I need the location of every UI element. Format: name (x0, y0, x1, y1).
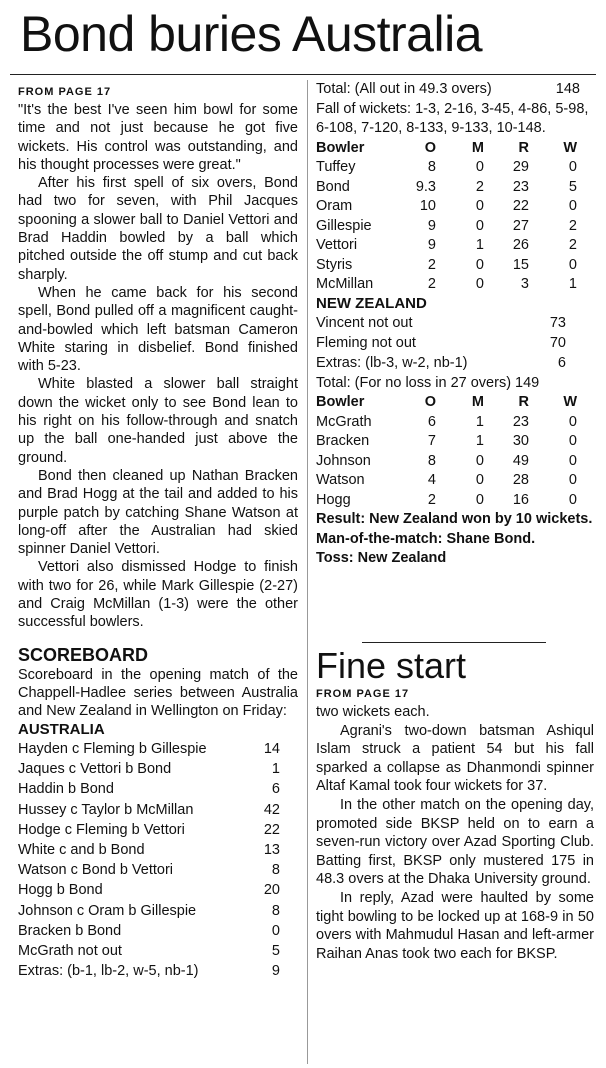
batsman-name: Hussey c Taylor b McMillan (18, 801, 194, 818)
bowling-figure: 0 (475, 472, 484, 489)
batsman-name: Watson c Bond b Vettori (18, 862, 174, 879)
bowling-figure: 2 (427, 276, 436, 292)
bowling-figure: 8 (427, 452, 436, 469)
bowling-figure: 7 (427, 433, 436, 450)
batsman-name: Hodge c Fleming b Vettori (18, 821, 185, 838)
bowler-name: Watson (316, 472, 365, 489)
bowling-figure: 1 (475, 433, 484, 450)
bowling-figure: 23 (512, 178, 529, 195)
batting-row (18, 880, 298, 900)
top-rule (10, 74, 596, 75)
batsman-runs: 9 (271, 963, 280, 980)
match-result: Result: New Zealand won by 10 wickets. (316, 511, 593, 528)
batsman-name: Extras: (lb-3, w-2, nb-1) (316, 355, 468, 372)
aus-total-value: 148 (555, 81, 580, 97)
bowling-figure: 0 (568, 198, 577, 214)
second-story-body (316, 688, 594, 963)
batsman-name: Johnson c Oram b Gillespie (18, 902, 197, 919)
bowling-figure: 1 (568, 276, 577, 292)
bowling-figure: 0 (475, 217, 484, 234)
page-headline: Bond buries Australia (20, 6, 483, 62)
bowler-name: Tuffey (316, 159, 356, 175)
bowling-figure: 16 (512, 491, 529, 508)
second-story-rule (362, 642, 546, 643)
bowling-header: M (471, 394, 484, 411)
story-paragraph: two wickets each. (316, 704, 430, 720)
aus-total-row (316, 80, 596, 100)
bowling-figure: 1 (475, 413, 484, 430)
bowling-header: W (563, 139, 577, 156)
scoreboard-title: SCOREBOARD (18, 644, 149, 665)
batting-row (18, 820, 298, 840)
bowling-figure: 0 (568, 159, 577, 175)
batting-row (18, 759, 298, 779)
story-paragraph: In reply, Azad were haulted by some tight bowling to be locked up at 168-9 in 50 overs with Mahmudul Hasan and left-armer Raihan Anas took two each for BKSP. (316, 889, 594, 962)
bowling-figure: 0 (568, 413, 577, 430)
bowling-figure: 27 (512, 217, 529, 234)
kicker-from-page: FROM PAGE 17 (18, 86, 112, 98)
right-column (316, 80, 596, 569)
bowling-figure: 9 (427, 237, 436, 253)
batting-row (18, 941, 298, 961)
bowler-name: McGrath (316, 413, 372, 430)
batting-row (18, 840, 298, 860)
nz-bowling-table (316, 139, 596, 295)
story-body (18, 101, 298, 632)
batting-row (18, 739, 298, 759)
bowler-name: McMillan (316, 276, 374, 292)
bowling-figure: 2 (427, 256, 436, 273)
batsman-name: Hayden c Fleming b Gillespie (18, 741, 207, 757)
man-of-the-match: Man-of-the-match: Shane Bond. (316, 530, 536, 547)
batting-row (316, 333, 596, 353)
left-column (18, 86, 298, 981)
bowling-figure: 15 (512, 256, 529, 273)
bowling-figure: 0 (568, 452, 577, 469)
bowling-header: W (563, 394, 577, 411)
bowler-name: Johnson (316, 452, 371, 469)
nz-batting-list (316, 313, 596, 374)
australia-batting-list (18, 739, 298, 981)
batting-row (316, 353, 596, 373)
bowling-figure: 4 (427, 472, 436, 489)
bowling-header: R (518, 394, 529, 411)
batsman-name: Fleming not out (316, 335, 416, 352)
bowling-figure: 0 (568, 433, 577, 450)
bowling-header: M (471, 139, 484, 156)
bowling-figure: 0 (475, 276, 484, 292)
bowling-figure: 3 (520, 276, 529, 292)
batsman-runs: 42 (263, 801, 280, 818)
bowler-name: Oram (316, 198, 353, 214)
batsman-runs: 8 (271, 862, 280, 879)
aus-total-label: Total: (All out in 49.3 overs) (316, 81, 492, 97)
story-paragraph: When he came back for his second spell, Bond pulled off a magnificent caught-and-bowled which left batsman Cameron White staring in disbelief. Bond finished with 5-23. (18, 284, 298, 375)
batsman-name: Hogg b Bond (18, 882, 103, 899)
bowling-figure: 10 (419, 198, 436, 214)
batsman-runs: 14 (263, 741, 280, 757)
story-paragraph: White blasted a slower ball straight down the wicket only to see Bond lean to his right on his follow-through and snatch up the ball one-handed just above the ground. (18, 376, 298, 466)
batsman-runs: 1 (271, 761, 280, 778)
bowling-figure: 0 (475, 198, 484, 214)
batsman-runs: 0 (271, 922, 280, 939)
bowling-figure: 26 (512, 237, 529, 253)
bowling-figure: 6 (427, 413, 436, 430)
batting-row (18, 800, 298, 820)
story-paragraph: Bond then cleaned up Nathan Bracken and Brad Hogg at the tail and added to his purple patch by catching Shane Watson at long-off after the Australian had skied spinner Daniel Vettori. (18, 467, 298, 558)
story-paragraph: Vettori also dismissed Hodge to finish with two for 26, while Mark Gillespie (2-27) and Craig McMillan (1-3) were the other successful bowlers. (18, 559, 298, 631)
second-story-kicker: FROM PAGE 17 (316, 688, 410, 700)
batsman-runs: 13 (263, 842, 280, 859)
batting-row (316, 313, 596, 333)
bowling-figure: 2 (427, 491, 436, 508)
bowling-header: Bowler (316, 139, 365, 156)
batsman-name: Bracken b Bond (18, 922, 122, 939)
batsman-runs: 73 (549, 315, 566, 331)
batsman-runs: 20 (263, 882, 280, 899)
batsman-runs: 22 (263, 821, 280, 838)
bowling-figure: 1 (475, 237, 484, 253)
batsman-runs: 5 (271, 943, 280, 960)
bowling-figure: 2 (568, 217, 577, 234)
batsman-name: Extras: (b-1, lb-2, w-5, nb-1) (18, 963, 199, 980)
australia-label: AUSTRALIA (18, 720, 105, 738)
bowler-name: Bond (316, 178, 350, 195)
bowling-figure: 0 (568, 472, 577, 489)
bowling-figure: 0 (475, 256, 484, 273)
story-paragraph: "It's the best I've seen him bowl for some time and not just because he got five wickets. His control was outstanding, and his thought processes were great." (18, 102, 298, 173)
fall-of-wickets: Fall of wickets: 1-3, 2-16, 3-45, 4-86, 5-98, 6-108, 7-120, 8-133, 9-133, 10-148. (316, 100, 589, 136)
bowling-figure: 28 (512, 472, 529, 489)
batsman-name: Jaques c Vettori b Bond (18, 761, 172, 778)
bowling-header: R (518, 139, 529, 156)
bowling-figure: 2 (475, 178, 484, 195)
batsman-name: Vincent not out (316, 315, 413, 331)
bowling-figure: 0 (475, 491, 484, 508)
batsman-name: Haddin b Bond (18, 781, 114, 798)
bowling-header: O (424, 394, 436, 411)
bowling-figure: 2 (568, 237, 577, 253)
scoreboard-intro-text: Scoreboard in the opening match of the Chappell-Hadlee series between Australia and New Zealand in Wellington on Friday: (18, 666, 298, 720)
nz-total: Total: (For no loss in 27 overs) 149 (316, 374, 540, 391)
bowling-figure: 0 (475, 452, 484, 469)
batting-row (18, 779, 298, 799)
bowling-figure: 29 (512, 159, 529, 175)
batsman-runs: 6 (557, 355, 566, 372)
second-story-headline: Fine start (316, 645, 467, 686)
batting-row (18, 961, 298, 981)
bowling-figure: 49 (512, 452, 529, 469)
bowling-figure: 8 (427, 159, 436, 175)
bowling-figure: 0 (568, 256, 577, 273)
toss-result: Toss: New Zealand (316, 550, 447, 567)
bowler-name: Hogg (316, 491, 351, 508)
batting-row (18, 921, 298, 941)
bowling-figure: 0 (475, 159, 484, 175)
batsman-runs: 6 (271, 781, 280, 798)
batsman-runs: 8 (271, 902, 280, 919)
bowler-name: Styris (316, 256, 353, 273)
bowler-name: Vettori (316, 237, 358, 253)
batsman-name: White c and b Bond (18, 842, 145, 859)
story-paragraph: Agrani's two-down batsman Ashiqul Islam struck a patient 54 but his fall sparked a collapse as Dhanmondi spinner Altaf Kamal took four wickets for 37. (316, 722, 594, 795)
batsman-runs: 70 (549, 335, 566, 352)
bowling-figure: 30 (512, 433, 529, 450)
bowling-figure: 0 (568, 491, 577, 508)
bowling-header: Bowler (316, 394, 365, 411)
story-paragraph: After his first spell of six overs, Bond had two for seven, with Phil Jacques spooning a slower ball to Daniel Vettori and Brad Haddin bowled by a ball which pitched outside the off stump and cut back sharply. (18, 175, 298, 283)
bowling-header: O (424, 139, 436, 156)
bowling-figure: 9 (427, 217, 436, 234)
bowler-name: Gillespie (316, 217, 372, 234)
new-zealand-label: NEW ZEALAND (316, 294, 427, 312)
bowling-figure: 5 (568, 178, 577, 195)
bowling-figure: 23 (512, 413, 529, 430)
aus-bowling-table (316, 393, 596, 510)
batting-row (18, 901, 298, 921)
bowler-name: Bracken (316, 433, 370, 450)
batsman-name: McGrath not out (18, 943, 122, 960)
story-paragraph: In the other match on the opening day, promoted side BKSP held on to earn a seven-run victory over Azad Sporting Club. Batting first, BKSP only mustered 175 in 48.3 overs at the Dhaka University ground. (316, 796, 594, 888)
scoreboard-intro (18, 666, 298, 721)
column-divider (307, 80, 308, 1064)
bowling-figure: 9.3 (415, 178, 436, 195)
bowling-figure: 22 (512, 198, 529, 214)
batting-row (18, 860, 298, 880)
